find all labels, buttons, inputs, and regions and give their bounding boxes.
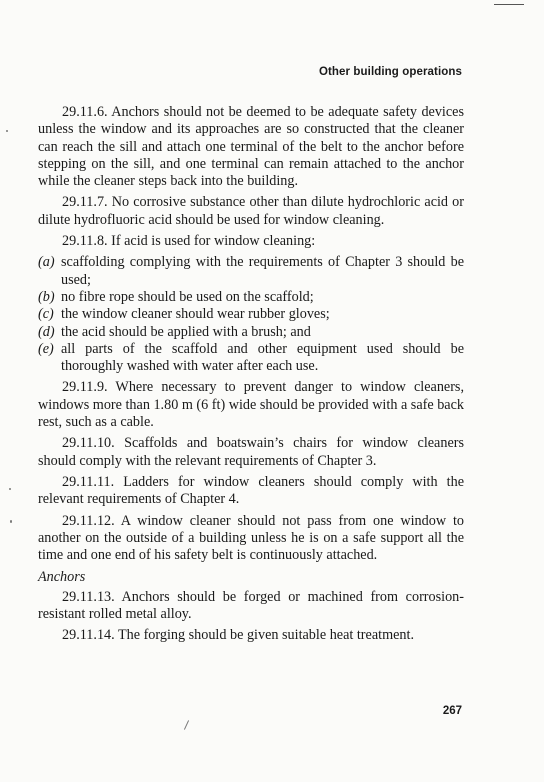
list-item-text: the window cleaner should wear rubber gloves; <box>61 306 330 323</box>
scan-speck <box>184 720 189 729</box>
list-item-d <box>38 324 464 341</box>
list-item-b <box>38 289 464 306</box>
scan-speck <box>10 520 12 523</box>
paragraph-29-11-8: 29.11.8. If acid is used for window cleaning: <box>62 233 316 250</box>
paragraph-29-11-11: 29.11.11. Ladders for window cleaners should comply with the relevant requirements of Chapter 4. <box>38 473 464 508</box>
list-item-a <box>38 254 464 289</box>
paragraph-29-11-13: 29.11.13. Anchors should be forged or machined from corrosion-resistant rolled metal alloy. <box>38 588 464 623</box>
scan-speck <box>6 130 8 132</box>
paragraph-29-11-9: 29.11.9. Where necessary to prevent danger to window cleaners, windows more than 1.80 m (6 ft) wide should be provided with a safe back rest, such as a cable. <box>38 379 464 431</box>
top-edge-rule <box>494 4 524 5</box>
list-marker: (e) <box>38 340 54 357</box>
list-item-text: the acid should be applied with a brush; and <box>61 323 311 340</box>
list-item-text: scaffolding complying with the requirements of Chapter 3 should be used; <box>61 254 464 288</box>
list-item-text: no fibre rope should be used on the scaffold; <box>61 288 314 305</box>
section-subheading: Anchors <box>38 569 86 586</box>
list-item-e <box>38 341 464 376</box>
list-item-text: all parts of the scaffold and other equipment used should be thoroughly washed with water after each use. <box>61 340 464 375</box>
list-marker: (a) <box>38 254 55 271</box>
running-head: Other building operations <box>318 66 462 78</box>
list-item-c <box>38 306 464 323</box>
paragraph-29-11-10: 29.11.10. Scaffolds and boatswain’s chairs for window cleaners should comply with the relevant requirements of Chapter 3. <box>38 435 464 469</box>
paragraph-29-11-7: 29.11.7. No corrosive substance other than dilute hydrochloric acid or dilute hydrofluoric acid should be used for window cleaning. <box>38 194 464 228</box>
paragraph-29-11-12: 29.11.12. A window cleaner should not pass from one window to another on the outside of a building unless he is on a safe support all the time and one end of his safety belt is continuously attached. <box>38 512 464 564</box>
acid-requirements-list <box>38 254 464 375</box>
paragraph-29-11-14: 29.11.14. The forging should be given suitable heat treatment. <box>62 627 414 644</box>
page-number: 267 <box>442 705 462 717</box>
list-marker: (b) <box>38 288 55 305</box>
list-marker: (c) <box>38 306 54 323</box>
list-marker: (d) <box>38 323 55 340</box>
scan-speck <box>9 488 11 490</box>
body-text <box>38 104 464 649</box>
paragraph-29-11-6: 29.11.6. Anchors should not be deemed to be adequate safety devices unless the window and its approaches are so constructed that the cleaner can reach the sill and attach one terminal of the belt to the anchor before stepping on the sill, and one terminal can remain attached to the anchor while the cleaner steps back into the building. <box>38 104 464 190</box>
